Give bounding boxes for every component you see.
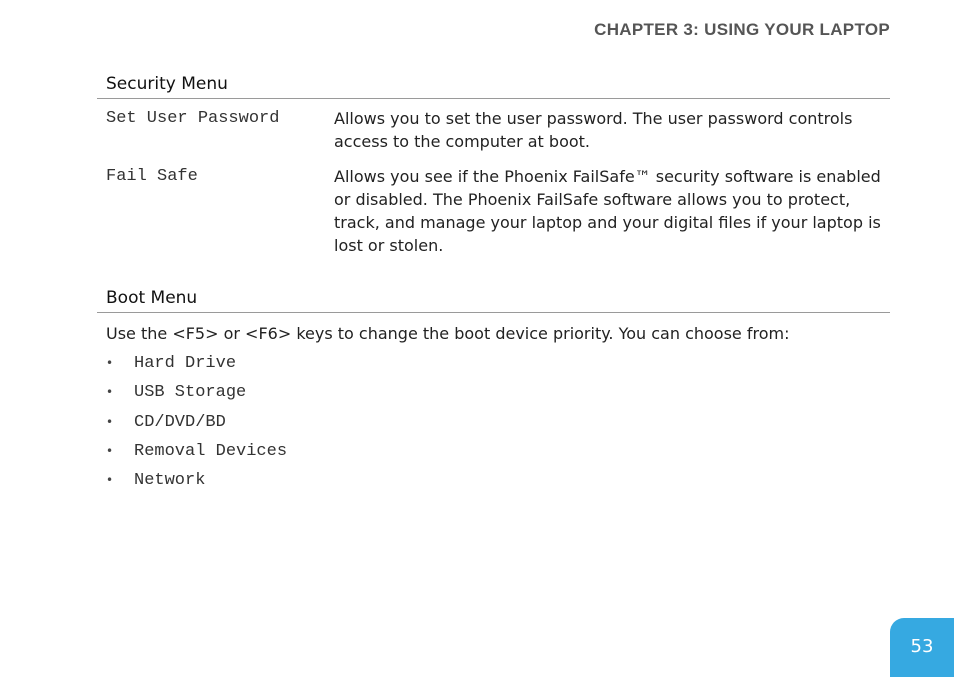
option-row-set-user-password bbox=[97, 107, 890, 157]
bullet-icon: • bbox=[106, 385, 114, 400]
bullet-icon: • bbox=[106, 443, 114, 458]
boot-device-label: USB Storage bbox=[134, 383, 247, 403]
boot-menu-title: Boot Menu bbox=[97, 286, 890, 313]
boot-device-label: Hard Drive bbox=[134, 354, 237, 373]
bullet-icon: • bbox=[106, 473, 114, 488]
security-menu-section bbox=[97, 72, 890, 99]
security-menu-title: Security Menu bbox=[97, 72, 890, 99]
option-name: Set User Password bbox=[106, 109, 280, 128]
chapter-header: CHAPTER 3: USING YOUR LAPTOP bbox=[594, 20, 890, 39]
option-description: Allows you to set the user password. The user password controls access to the computer at boot. bbox=[334, 109, 853, 151]
boot-device-label: Removal Devices bbox=[134, 441, 288, 461]
page-number-badge: 53 bbox=[890, 618, 954, 677]
option-row-fail-safe bbox=[97, 165, 890, 260]
bullet-icon: • bbox=[106, 356, 114, 370]
boot-device-label: CD/DVD/BD bbox=[134, 412, 226, 432]
option-name: Fail Safe bbox=[106, 167, 198, 186]
boot-menu-intro: Use the <F5> or <F6> keys to change the boot device priority. You can choose from: bbox=[106, 324, 790, 343]
option-description: Allows you see if the Phoenix FailSafe™ security software is enabled or disabled. The Phoenix FailSafe software allows you to protect, track, and manage your laptop and your digital files if your laptop is lost or stolen. bbox=[334, 167, 881, 255]
boot-device-label: Network bbox=[134, 471, 206, 491]
bullet-icon: • bbox=[106, 414, 114, 429]
boot-menu-section bbox=[97, 286, 890, 313]
